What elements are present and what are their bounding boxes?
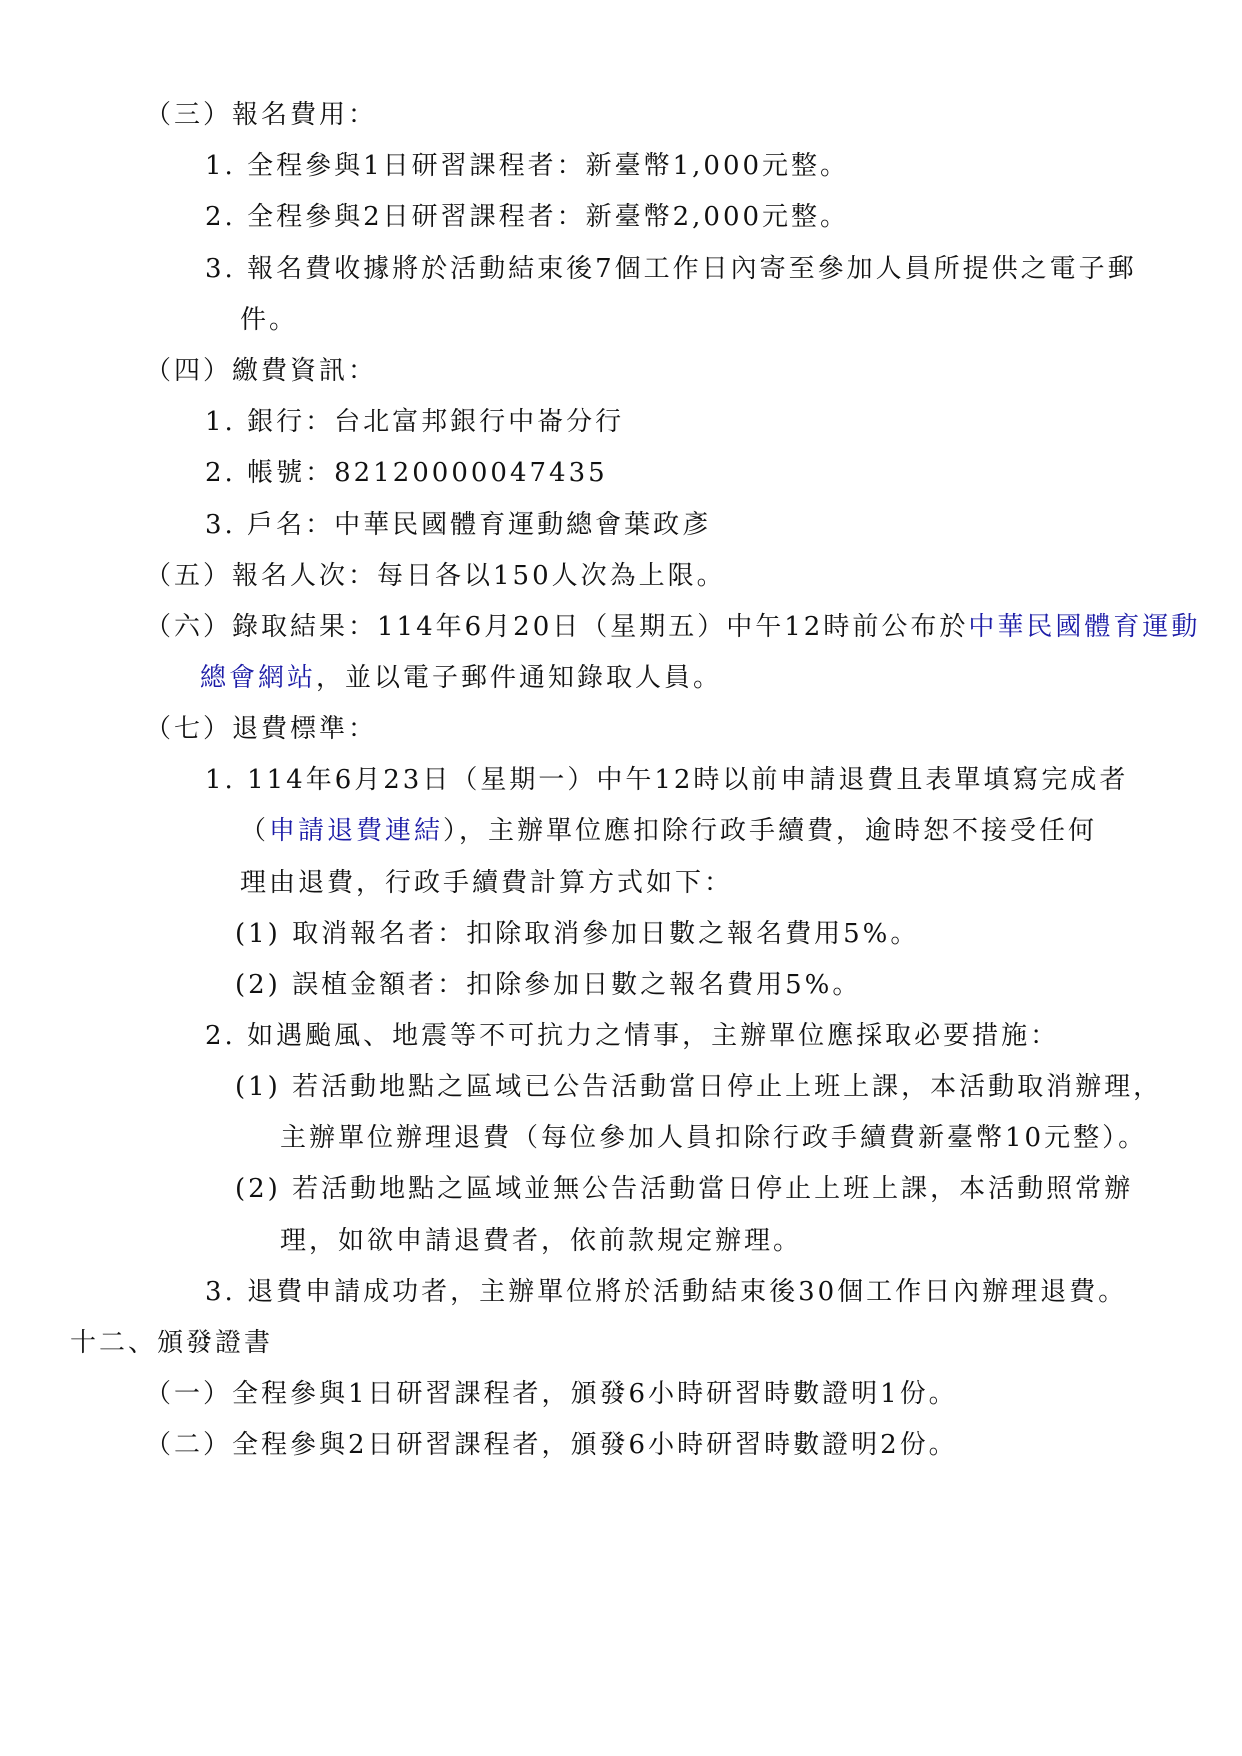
refund-item-1-line-2	[240, 814, 1097, 848]
refund-item-2-sub-2-line-1: (2) 若活動地點之區域並無公告活動當日停止上班上課，本活動照常辦	[235, 1174, 1134, 1204]
refund-sub-1: (1) 取消報名者：扣除取消參加日數之報名費用5%。	[235, 919, 920, 949]
certificate-heading: 十二、頒發證書	[70, 1328, 274, 1358]
admission-line-2	[200, 661, 722, 695]
refund-item-3: 3. 退費申請成功者，主辦單位將於活動結束後30個工作日內辦理退費。	[205, 1277, 1128, 1307]
refund-item-1-line-3: 理由退費，行政手續費計算方式如下：	[240, 868, 734, 898]
payment-account-name: 3. 戶名：中華民國體育運動總會葉政彥	[205, 510, 712, 540]
refund-item-2-sub-2-line-2: 理，如欲申請退費者，依前款規定辦理。	[280, 1226, 803, 1256]
federation-website-link-cont[interactable]: 總會網站	[200, 663, 317, 693]
fee-item-3-line-1: 3. 報名費收據將於活動結束後7個工作日內寄至參加人員所提供之電子郵	[205, 254, 1137, 284]
refund-sub-2: (2) 誤植金額者：扣除參加日數之報名費用5%。	[235, 970, 862, 1000]
refund-heading: （七）退費標準：	[145, 714, 378, 744]
refund-item-2-sub-1-line-1: (1) 若活動地點之區域已公告活動當日停止上班上課，本活動取消辦理，	[235, 1072, 1163, 1102]
capacity-text: （五）報名人次：每日各以150人次為上限。	[145, 561, 726, 591]
certificate-item-1: （一）全程參與1日研習課程者，頒發6小時研習時數證明1份。	[145, 1379, 958, 1409]
fee-item-2: 2. 全程參與2日研習課程者：新臺幣2,000元整。	[205, 202, 850, 232]
admission-text: （六）錄取結果：114年6月20日（星期五）中午12時前公布於	[145, 612, 969, 642]
fee-item-1: 1. 全程參與1日研習課程者：新臺幣1,000元整。	[205, 151, 850, 181]
payment-account: 2. 帳號：82120000047435	[205, 458, 608, 488]
refund-item-1-rest: ），主辦單位應扣除行政手續費，逾時恕不接受任何	[443, 816, 1098, 846]
payment-heading: （四）繳費資訊：	[145, 356, 378, 386]
refund-item-1-line-1: 1. 114年6月23日（星期一）中午12時以前申請退費且表單填寫完成者	[205, 765, 1129, 795]
payment-bank: 1. 銀行：台北富邦銀行中崙分行	[205, 407, 625, 437]
certificate-item-2: （二）全程參與2日研習課程者，頒發6小時研習時數證明2份。	[145, 1430, 958, 1460]
admission-line-1	[145, 610, 1200, 644]
refund-request-link[interactable]: 申請退費連結	[269, 816, 444, 846]
federation-website-link[interactable]: 中華民國體育運動	[968, 612, 1201, 642]
refund-paren-open: （	[240, 816, 270, 846]
refund-item-2-sub-1-line-2: 主辦單位辦理退費（每位參加人員扣除行政手續費新臺幣10元整）。	[280, 1123, 1148, 1153]
admission-suffix: ，並以電子郵件通知錄取人員。	[316, 663, 723, 693]
fee-heading: （三）報名費用：	[145, 100, 378, 130]
fee-item-3-line-2: 件。	[240, 305, 299, 335]
refund-item-2: 2. 如遇颱風、地震等不可抗力之情事，主辦單位應採取必要措施：	[205, 1021, 1060, 1051]
